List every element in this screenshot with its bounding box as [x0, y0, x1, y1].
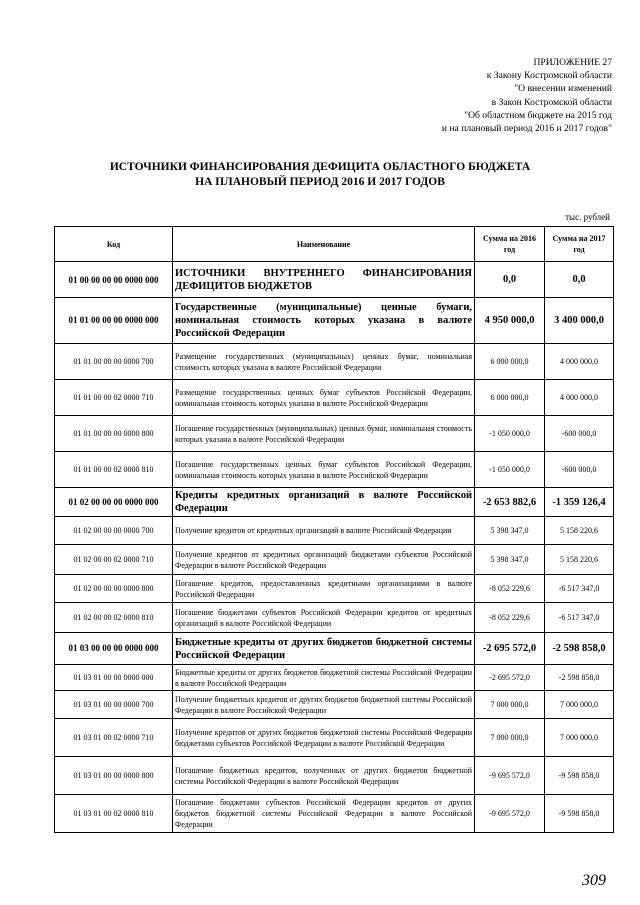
row-name: Бюджетные кредиты от других бюджетов бюджетной системы Российской Федерации в валюте Российской Федерации — [173, 665, 475, 691]
row-2016: -1 050 000,0 — [475, 416, 545, 452]
row-code: 01 02 00 00 00 0000 700 — [55, 517, 173, 545]
row-code: 01 00 00 00 00 0000 000 — [55, 262, 173, 298]
page-number: 309 — [582, 872, 606, 889]
row-code: 01 02 00 00 00 0000 800 — [55, 575, 173, 603]
row-2017: -9 598 858,0 — [545, 795, 614, 833]
row-code: 01 03 01 00 00 0000 700 — [55, 691, 173, 719]
table-row — [55, 298, 614, 344]
document-title — [0, 160, 640, 190]
row-2016: 7 000 000,0 — [475, 691, 545, 719]
row-name: Бюджетные кредиты от других бюджетов бюджетной системы Российской Федерации — [173, 633, 475, 665]
row-code: 01 03 00 00 00 0000 000 — [55, 633, 173, 665]
row-code: 01 03 01 00 02 0000 710 — [55, 719, 173, 757]
header-2016: Сумма на 2016 год — [475, 227, 545, 262]
appendix-line: в Закон Костромской области — [491, 96, 612, 108]
units-label: тыс. рублей — [565, 212, 610, 222]
table-row — [55, 719, 614, 757]
row-code: 01 03 01 00 00 0000 800 — [55, 757, 173, 795]
row-2016: -2 653 882,6 — [475, 488, 545, 517]
table-row — [55, 603, 614, 633]
row-2016: 4 950 000,0 — [475, 298, 545, 344]
title-line-1: ИСТОЧНИКИ ФИНАНСИРОВАНИЯ ДЕФИЦИТА ОБЛАСТНОГО БЮДЖЕТА — [109, 161, 531, 173]
row-2017: -6 517 347,0 — [545, 575, 614, 603]
row-2016: 6 000 000,0 — [475, 344, 545, 380]
table-row — [55, 416, 614, 452]
table-row — [55, 344, 614, 380]
row-2016: 5 398 347,0 — [475, 545, 545, 575]
row-code: 01 01 00 00 02 0000 810 — [55, 452, 173, 488]
row-name: Погашение бюджетных кредитов, полученных от других бюджетов бюджетной системы Российской Федерации в валюте Российской Федерации — [173, 757, 475, 795]
row-2016: 5 398 347,0 — [475, 517, 545, 545]
row-name: ИСТОЧНИКИ ВНУТРЕННЕГО ФИНАНСИРОВАНИЯ ДЕФИЦИТОВ БЮДЖЕТОВ — [173, 262, 475, 298]
table-row — [55, 633, 614, 665]
table-row — [55, 452, 614, 488]
row-name: Погашение государственных ценных бумаг субъектов Российской Федерации, номинальная стоимость которых указана в валюте Российской Федерации — [173, 452, 475, 488]
row-2017: -2 598 858,0 — [545, 633, 614, 665]
row-name: Получение кредитов от других бюджетов бюджетной системы Российской Федерации бюджетами субъектов Российской Федерации в валюте Российской Федерации — [173, 719, 475, 757]
row-2017: 7 000 000,0 — [545, 719, 614, 757]
row-name: Размещение государственных ценных бумаг субъектов Российской Федерации, номинальная стоимость которых указана в валюте Российской Федерации — [173, 380, 475, 416]
appendix-line: к Закону Костромской области — [486, 70, 612, 82]
row-2017: 3 400 000,0 — [545, 298, 614, 344]
row-2016: -2 695 572,0 — [475, 665, 545, 691]
row-name: Государственные (муниципальные) ценные бумаги, номинальная стоимость которых указана в валюте Российской Федерации — [173, 298, 475, 344]
row-code: 01 01 00 00 02 0000 710 — [55, 380, 173, 416]
row-code: 01 03 01 00 02 0000 810 — [55, 795, 173, 833]
row-name: Получение кредитов от кредитных организаций в валюте Российской Федерации — [173, 517, 475, 545]
row-2016: -2 695 572,0 — [475, 633, 545, 665]
row-code: 01 02 00 00 02 0000 810 — [55, 603, 173, 633]
row-code: 01 01 00 00 00 0000 000 — [55, 298, 173, 344]
table-row — [55, 380, 614, 416]
appendix-line: ПРИЛОЖЕНИЕ 27 — [533, 57, 612, 68]
table-row — [55, 488, 614, 517]
header-code: Код — [55, 227, 173, 262]
row-2017: -6 517 347,0 — [545, 603, 614, 633]
appendix-line: и на плановый период 2016 и 2017 годов" — [441, 123, 612, 135]
header-2017: Сумма на 2017 год — [545, 227, 614, 262]
row-name: Получение кредитов от кредитных организаций бюджетами субъектов Российской Федерации в валюте Российской Федерации — [173, 545, 475, 575]
table-row — [55, 262, 614, 298]
row-code: 01 01 00 00 00 0000 800 — [55, 416, 173, 452]
row-2016: 6 000 000,0 — [475, 380, 545, 416]
row-name: Погашение бюджетами субъектов Российской Федерации кредитов от кредитных организаций в валюте Российской Федерации — [173, 603, 475, 633]
row-2017: 4 000 000,0 — [545, 344, 614, 380]
row-2016: 7 000 000,0 — [475, 719, 545, 757]
table-row — [55, 517, 614, 545]
row-2016: -8 052 229,6 — [475, 603, 545, 633]
title-line-2: НА ПЛАНОВЫЙ ПЕРИОД 2016 И 2017 ГОДОВ — [195, 176, 445, 188]
table-row — [55, 757, 614, 795]
row-name: Размещение государственных (муниципальных) ценных бумаг, номинальная стоимость которых указана в валюте Российской Федерации — [173, 344, 475, 380]
table-row — [55, 795, 614, 833]
row-name: Получение бюджетных кредитов от других бюджетов бюджетной системы Российской Федерации в валюте Российской Федерации — [173, 691, 475, 719]
row-2017: -600 000,0 — [545, 416, 614, 452]
row-2016: -9 695 572,0 — [475, 757, 545, 795]
row-code: 01 03 01 00 00 0000 000 — [55, 665, 173, 691]
table-row — [55, 691, 614, 719]
row-name: Погашение бюджетами субъектов Российской Федерации кредитов от других бюджетов бюджетной системы Российской Федерации в валюте Российской Федерации — [173, 795, 475, 833]
table-header-row — [55, 227, 614, 262]
appendix-line: "О внесении изменений — [514, 83, 612, 95]
row-2017: 5 158 220,6 — [545, 545, 614, 575]
row-2016: -8 052 229,6 — [475, 575, 545, 603]
table-row — [55, 575, 614, 603]
row-2017: -600 000,0 — [545, 452, 614, 488]
row-name: Погашение государственных (муниципальных) ценных бумаг, номинальная стоимость которых указана в валюте Российской Федерации — [173, 416, 475, 452]
appendix-header — [442, 56, 612, 135]
row-2016: 0,0 — [475, 262, 545, 298]
row-2017: -1 359 126,4 — [545, 488, 614, 517]
row-2017: 0,0 — [545, 262, 614, 298]
row-name: Кредиты кредитных организаций в валюте Российской Федерации — [173, 488, 475, 517]
row-2017: 7 000 000,0 — [545, 691, 614, 719]
row-code: 01 02 00 00 00 0000 000 — [55, 488, 173, 517]
financing-sources-table — [54, 226, 614, 833]
row-2016: -1 050 000,0 — [475, 452, 545, 488]
row-2017: -9 598 858,0 — [545, 757, 614, 795]
header-name: Наименование — [173, 227, 475, 262]
row-code: 01 02 00 00 02 0000 710 — [55, 545, 173, 575]
appendix-line: "Об областном бюджете на 2015 год — [464, 109, 612, 121]
row-2017: 4 000 000,0 — [545, 380, 614, 416]
table-row — [55, 545, 614, 575]
table-row — [55, 665, 614, 691]
row-name: Погашение кредитов, предоставленных кредитными организациями в валюте Российской Федерации — [173, 575, 475, 603]
row-code: 01 01 00 00 00 0000 700 — [55, 344, 173, 380]
row-2016: -9 695 572,0 — [475, 795, 545, 833]
row-2017: -2 598 858,0 — [545, 665, 614, 691]
row-2017: 5 158 220,6 — [545, 517, 614, 545]
